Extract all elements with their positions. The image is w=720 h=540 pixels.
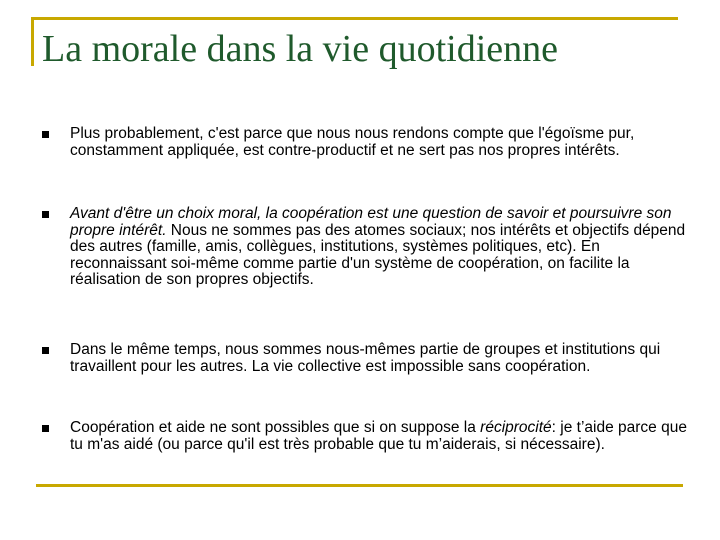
square-bullet-icon: [42, 425, 49, 432]
frame-left-line: [31, 17, 34, 66]
frame-bottom-line: [36, 484, 683, 487]
frame-top-line: [31, 17, 678, 20]
square-bullet-icon: [42, 347, 49, 354]
slide-title: La morale dans la vie quotidienne: [42, 28, 558, 70]
bullet-text-segment: : je t’aide parce que tu m'as aidé (ou parce qu'il est très probable que tu m’aiderais, si nécessaire).: [70, 419, 687, 453]
bullet-text: [70, 206, 690, 289]
bullet-text-segment: Dans le même temps, nous sommes nous-mêmes partie de groupes et institutions qui travaillent pour les autres. La vie collective est impossible sans coopération.: [70, 341, 661, 375]
square-bullet-icon: [42, 211, 49, 218]
bullet-text-segment: Plus probablement, c'est parce que nous nous rendons compte que l'égoïsme pur, constamment appliquée, est contre-productif et ne sert pas nos propres intérêts.: [70, 125, 635, 159]
square-bullet-icon: [42, 131, 49, 138]
bullet-text: [70, 420, 690, 453]
bullet-text-segment: Avant d'être un choix moral, la coopération est une question de savoir et poursuivre son propre intérêt.: [70, 205, 672, 239]
bullet-text-segment: Coopération et aide ne sont possibles que si on suppose la: [70, 419, 481, 436]
bullet-text-segment: Nous ne sommes pas des atomes sociaux; nos intérêts et objectifs dépend des autres (famille, amis, collègues, institutions, systèmes politiques, etc). En reconnaissant soi-même comme partie d'un système de coopération, on facilite la réalisation de son propres objectifs.: [70, 221, 686, 288]
bullet-text-segment: réciprocité: [480, 419, 552, 436]
bullet-text: [70, 126, 690, 159]
bullet-text: [70, 342, 690, 375]
